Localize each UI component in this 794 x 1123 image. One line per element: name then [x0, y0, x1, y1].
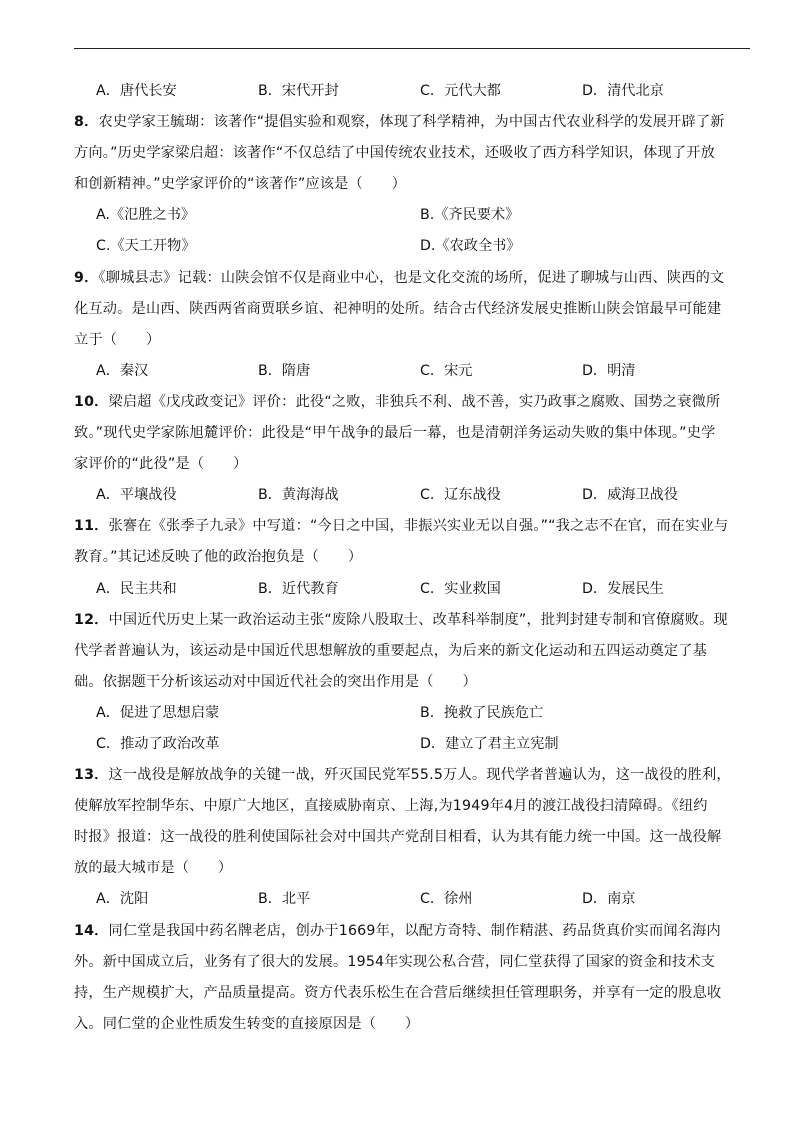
question-text: 时报》报道：这一战役的胜利使国际社会对中国共产党刮目相看，认为其有能力统一中国。这一战役解 [74, 829, 722, 846]
question-text: 和创新精神。”史学家评价的“该著作”应该是（ ） [74, 176, 407, 193]
answer-option: B．宋代开封 [258, 83, 339, 99]
question-stem-line [74, 667, 750, 698]
answer-option: A.《氾胜之书》 [96, 207, 196, 224]
question-text: 梁启超《戊戌政变记》评价：此役“之败，非独兵不利、战不善，实乃政事之腐败、国势之衰微所 [108, 393, 721, 410]
options-row [74, 884, 750, 915]
question-number: 12． [74, 611, 109, 628]
answer-option: B．隋唐 [258, 362, 311, 379]
question-text: 同仁堂是我国中药名牌老店，创办于1669年，以配方奇特、制作精湛、药品货真价实而闻名海内 [108, 922, 721, 939]
question-text: 方向。”历史学家梁启超：该著作“不仅总结了中国传统农业技术，还吸收了西方科学知识，体现了开放 [74, 145, 716, 162]
question-text: 中国近代历史上某一政治运动主张“废除八股取士、改革科举制度”，批判封建专制和官僚腐败。现 [108, 611, 728, 628]
answer-option: B．挽救了民族危亡 [420, 704, 544, 721]
question-stem-line [74, 449, 750, 480]
answer-option: B．近代教育 [258, 580, 339, 597]
answer-option: A．民主共和 [96, 580, 177, 597]
options-row [74, 729, 750, 760]
question-stem-line [74, 636, 750, 667]
question-text: 农史学家王毓瑚：该著作“提倡实验和观察，体现了科学精神，为中国古代农业科学的发展开辟了新 [98, 114, 725, 131]
answer-option: A．促进了思想启蒙 [96, 704, 220, 721]
question-stem-line [74, 107, 750, 138]
question-number: 13． [74, 767, 109, 784]
answer-option: B．北平 [258, 891, 311, 908]
question-number: 11． [74, 518, 109, 535]
answer-option: D．清代北京 [582, 83, 664, 99]
answer-option: C．推动了政治改革 [96, 735, 220, 752]
question-stem-line [74, 169, 750, 200]
question-block [74, 760, 750, 915]
options-row [74, 76, 750, 107]
answer-option: D．南京 [582, 891, 636, 908]
question-stem-line [74, 916, 750, 947]
answer-option: A．秦汉 [96, 362, 149, 379]
options-row [74, 200, 750, 231]
question-text: 代学者普遍认为，该运动是中国近代思想解放的重要起点，为后来的新文化运动和五四运动奠定了基 [74, 642, 708, 659]
question-block [74, 916, 750, 1040]
question-text: 外。新中国成立后，业务有了很大的发展。1954年实现公私合营，同仁堂获得了国家的资金和技术支 [74, 953, 716, 970]
question-stem-line [74, 605, 750, 636]
question-stem-line [74, 387, 750, 418]
answer-option: C.《天工开物》 [96, 238, 196, 255]
answer-option: D．建立了君主立宪制 [420, 735, 559, 752]
question-stem-line [74, 325, 750, 356]
options-row [74, 356, 750, 387]
answer-option: A．沈阳 [96, 891, 149, 908]
question-stem-line [74, 791, 750, 822]
question-text: 教育。”其记述反映了他的政治抱负是（ ） [74, 549, 363, 566]
answer-option: C．实业救国 [420, 580, 501, 597]
header-rule [74, 48, 750, 49]
question-text: 《聊城县志》记载：山陕会馆不仅是商业中心，也是文化交流的场所，促进了聊城与山西、陕西的文 [98, 269, 725, 286]
question-list [74, 76, 750, 1040]
question-stem-line [74, 947, 750, 978]
question-text: 放的最大城市是（ ） [74, 860, 233, 877]
options-row [74, 574, 750, 605]
question-block [74, 76, 750, 107]
answer-option: D．明清 [582, 362, 636, 379]
question-text: 这一战役是解放战争的关键一战，歼灭国民党军55.5万人。现代学者普遍认为，这一战役的胜利， [108, 767, 731, 784]
question-stem-line [74, 138, 750, 169]
answer-option: D.《农政全书》 [420, 238, 521, 255]
question-block [74, 387, 750, 511]
question-text: 入。同仁堂的企业性质发生转变的直接原因是（ ） [74, 1015, 420, 1032]
answer-option: A．唐代长安 [96, 83, 177, 99]
answer-option: C．徐州 [420, 891, 473, 908]
question-number: 9． [74, 269, 99, 286]
question-text: 持，生产规模扩大，产品质量提高。资方代表乐松生在合营后继续担任管理职务，并享有一定的股息收 [74, 984, 722, 1001]
answer-option: C．元代大都 [420, 83, 501, 99]
answer-option: C．宋元 [420, 362, 473, 379]
question-stem-line [74, 511, 750, 542]
question-stem-line [74, 760, 750, 791]
question-block [74, 263, 750, 387]
options-row [74, 231, 750, 262]
question-text: 使解放军控制华东、中原广大地区，直接威胁南京、上海,为1949年4月的渡江战役扫清障碍。《纽约 [74, 798, 708, 815]
question-stem-line [74, 822, 750, 853]
question-stem-line [74, 1009, 750, 1040]
question-text: 化互动。是山西、陕西两省商贾联乡谊、祀神明的处所。结合古代经济发展史推断山陕会馆最早可能建 [74, 300, 722, 317]
answer-option: C．辽东战役 [420, 487, 501, 504]
question-stem-line [74, 542, 750, 573]
answer-option: A．平壤战役 [96, 487, 177, 504]
question-text: 立于（ ） [74, 331, 161, 348]
options-row [74, 698, 750, 729]
question-text: 致。”现代史学家陈旭麓评价：此役是“甲午战争的最后一幕，也是清朝洋务运动失败的集中体现。”史学 [74, 425, 716, 442]
question-number: 14． [74, 922, 109, 939]
question-stem-line [74, 418, 750, 449]
options-row [74, 480, 750, 511]
question-block [74, 511, 750, 604]
answer-option: B.《齐民要术》 [420, 207, 520, 224]
answer-option: D．威海卫战役 [582, 487, 679, 504]
question-text: 家评价的“此役”是（ ） [74, 456, 248, 473]
question-stem-line [74, 263, 750, 294]
question-stem-line [74, 853, 750, 884]
question-number: 10． [74, 393, 109, 410]
question-number: 8． [74, 114, 99, 131]
answer-option: D．发展民生 [582, 580, 664, 597]
question-text: 础。依据题干分析该运动对中国近代社会的突出作用是（ ） [74, 673, 477, 690]
answer-option: B．黄海海战 [258, 487, 339, 504]
question-stem-line [74, 978, 750, 1009]
question-block [74, 107, 750, 262]
question-stem-line [74, 294, 750, 325]
question-block [74, 605, 750, 760]
question-text: 张謇在《张季子九录》中写道：“今日之中国，非振兴实业无以自强。”“我之志不在官，而在实业与 [108, 518, 729, 535]
